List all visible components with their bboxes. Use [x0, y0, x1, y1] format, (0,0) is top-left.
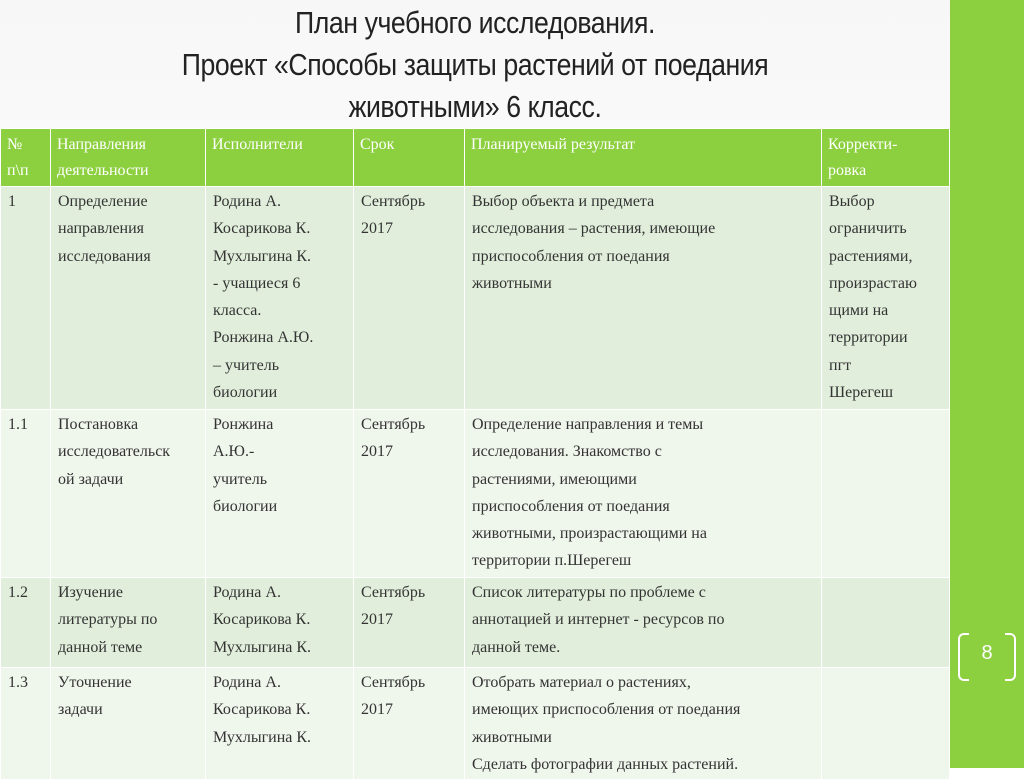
cell-term: [354, 668, 465, 780]
cell-term-line: Сентябрь: [361, 674, 426, 691]
cell-result-line: приспособления от поедания: [472, 247, 670, 265]
cell-result: [465, 668, 822, 780]
table-row: [1, 668, 950, 780]
cell-result-line: Отобрать материал о растениях,: [472, 674, 691, 691]
cell-result: [465, 578, 822, 668]
cell-num-line: 1: [8, 193, 16, 210]
cell-direction-line: Уточнение: [58, 674, 132, 691]
cell-performers-line: Родина А.: [213, 193, 281, 210]
cell-num-line: 1.3: [8, 674, 28, 691]
header-num-line: №: [7, 136, 23, 153]
cell-result-line: имеющих приспособления от поедания: [472, 701, 741, 719]
cell-term: [354, 578, 465, 668]
header-performers-line: Исполнители: [212, 136, 303, 153]
cell-term: [354, 187, 465, 410]
cell-correction-line: Шерегеш: [829, 384, 894, 402]
cell-direction-line: Определение: [58, 193, 148, 210]
header-correction-line: ровка: [828, 162, 867, 179]
cell-correction-line: Выбор: [829, 193, 875, 210]
cell-result-line: территории п.Шерегеш: [472, 552, 632, 570]
cell-performers-line: класса.: [213, 302, 262, 320]
header-term-line: Срок: [360, 136, 395, 153]
header-num-line: п\п: [7, 162, 29, 179]
table-header-row: [1, 129, 950, 187]
cell-direction-line: литературы по: [58, 611, 158, 629]
cell-correction-line: щими на: [829, 302, 889, 320]
header-direction-line: деятельности: [57, 162, 149, 179]
cell-performers-line: А.Ю.-: [213, 443, 255, 461]
cell-correction-line: пгт: [829, 356, 852, 374]
cell-term-line: 2017: [361, 611, 393, 629]
table-row: [1, 578, 950, 668]
page-number-badge: [958, 633, 1016, 679]
cell-direction-line: ой задачи: [58, 470, 124, 488]
cell-num-line: 1.1: [8, 416, 28, 433]
cell-num-line: 1.2: [8, 584, 28, 601]
table-row: [1, 410, 950, 578]
cell-num: [1, 668, 51, 780]
header-direction: [51, 129, 206, 187]
table-row: [1, 187, 950, 410]
cell-correction: [822, 410, 950, 578]
header-performers: [206, 129, 354, 187]
cell-term: [354, 410, 465, 578]
cell-num: [1, 410, 51, 578]
cell-term-line: 2017: [361, 701, 393, 719]
cell-term-line: 2017: [361, 443, 393, 461]
cell-performers-line: Родина А.: [213, 674, 281, 691]
header-correction: [822, 129, 950, 187]
cell-direction-line: исследования: [58, 247, 151, 265]
header-correction-line: Корректи-: [828, 136, 898, 153]
cell-result-line: Сделать фотографии данных растений.: [472, 755, 739, 773]
cell-result-line: исследования – растения, имеющие: [472, 220, 716, 238]
header-result: [465, 129, 822, 187]
cell-direction: [51, 578, 206, 668]
header-result-line: Планируемый результат: [471, 136, 635, 153]
header-term: [354, 129, 465, 187]
cell-correction: [822, 578, 950, 668]
cell-performers-line: - учащиеся 6: [213, 274, 301, 292]
header-direction-line: Направления: [57, 136, 147, 153]
cell-correction-line: территории: [829, 329, 908, 347]
cell-result-line: Определение направления и темы: [472, 416, 704, 433]
cell-performers-line: Мухлыгина К.: [213, 728, 312, 746]
cell-direction-line: задачи: [58, 701, 103, 719]
cell-performers-line: Косарикова К.: [213, 701, 311, 719]
cell-term-line: Сентябрь: [361, 193, 426, 210]
cell-term-line: Сентябрь: [361, 416, 426, 433]
cell-num: [1, 187, 51, 410]
cell-direction: [51, 668, 206, 780]
page-number: 8: [981, 642, 993, 664]
cell-result-line: животными: [472, 728, 552, 746]
cell-performers-line: Косарикова К.: [213, 220, 311, 238]
cell-performers: [206, 187, 354, 410]
cell-performers-line: Ронжина А.Ю.: [213, 329, 314, 347]
cell-direction: [51, 410, 206, 578]
cell-correction-line: ограничить: [829, 220, 907, 238]
cell-performers-line: Мухлыгина К.: [213, 247, 312, 265]
cell-result-line: аннотацией и интернет - ресурсов по: [472, 611, 725, 629]
cell-direction-line: исследовательск: [58, 443, 171, 461]
cell-direction-line: данной теме: [58, 638, 143, 656]
cell-result-line: исследования. Знакомство с: [472, 443, 662, 461]
cell-num: [1, 578, 51, 668]
cell-result-line: приспособления от поедания: [472, 497, 670, 515]
cell-performers-line: биологии: [213, 384, 278, 402]
cell-result-line: животными: [472, 274, 552, 292]
cell-direction-line: Постановка: [58, 416, 139, 433]
title-line-3: животными» 6 класс.: [348, 89, 602, 124]
cell-direction: [51, 187, 206, 410]
cell-performers-line: биологии: [213, 497, 278, 515]
cell-term-line: Сентябрь: [361, 584, 426, 601]
table-body: [1, 187, 950, 780]
cell-result: [465, 410, 822, 578]
cell-result-line: Список литературы по проблеме с: [472, 584, 706, 601]
research-plan-table: [0, 128, 950, 780]
cell-performers-line: Родина А.: [213, 584, 281, 601]
cell-correction-line: произрастаю: [829, 274, 917, 292]
slide-title: [118, 2, 832, 128]
title-line-2: Проект «Способы защиты растений от поедания: [181, 47, 769, 82]
cell-result-line: животными, произрастающими на: [472, 525, 707, 543]
cell-correction: [822, 187, 950, 410]
cell-performers-line: – учитель: [213, 356, 279, 374]
cell-performers-line: Косарикова К.: [213, 611, 311, 629]
cell-performers: [206, 668, 354, 780]
cell-result: [465, 187, 822, 410]
cell-correction-line: растениями,: [829, 247, 913, 265]
header-num: [1, 129, 51, 187]
cell-performers: [206, 410, 354, 578]
cell-performers-line: Мухлыгина К.: [213, 638, 312, 656]
cell-correction: [822, 668, 950, 780]
cell-performers-line: учитель: [213, 470, 267, 488]
cell-performers-line: Ронжина: [213, 416, 274, 433]
cell-direction-line: направления: [58, 220, 145, 238]
cell-term-line: 2017: [361, 220, 393, 238]
cell-result-line: данной теме.: [472, 638, 561, 656]
title-line-1: План учебного исследования.: [295, 5, 655, 40]
cell-result-line: растениями, имеющими: [472, 470, 637, 488]
cell-result-line: Выбор объекта и предмета: [472, 193, 655, 210]
cell-direction-line: Изучение: [58, 584, 123, 601]
cell-performers: [206, 578, 354, 668]
